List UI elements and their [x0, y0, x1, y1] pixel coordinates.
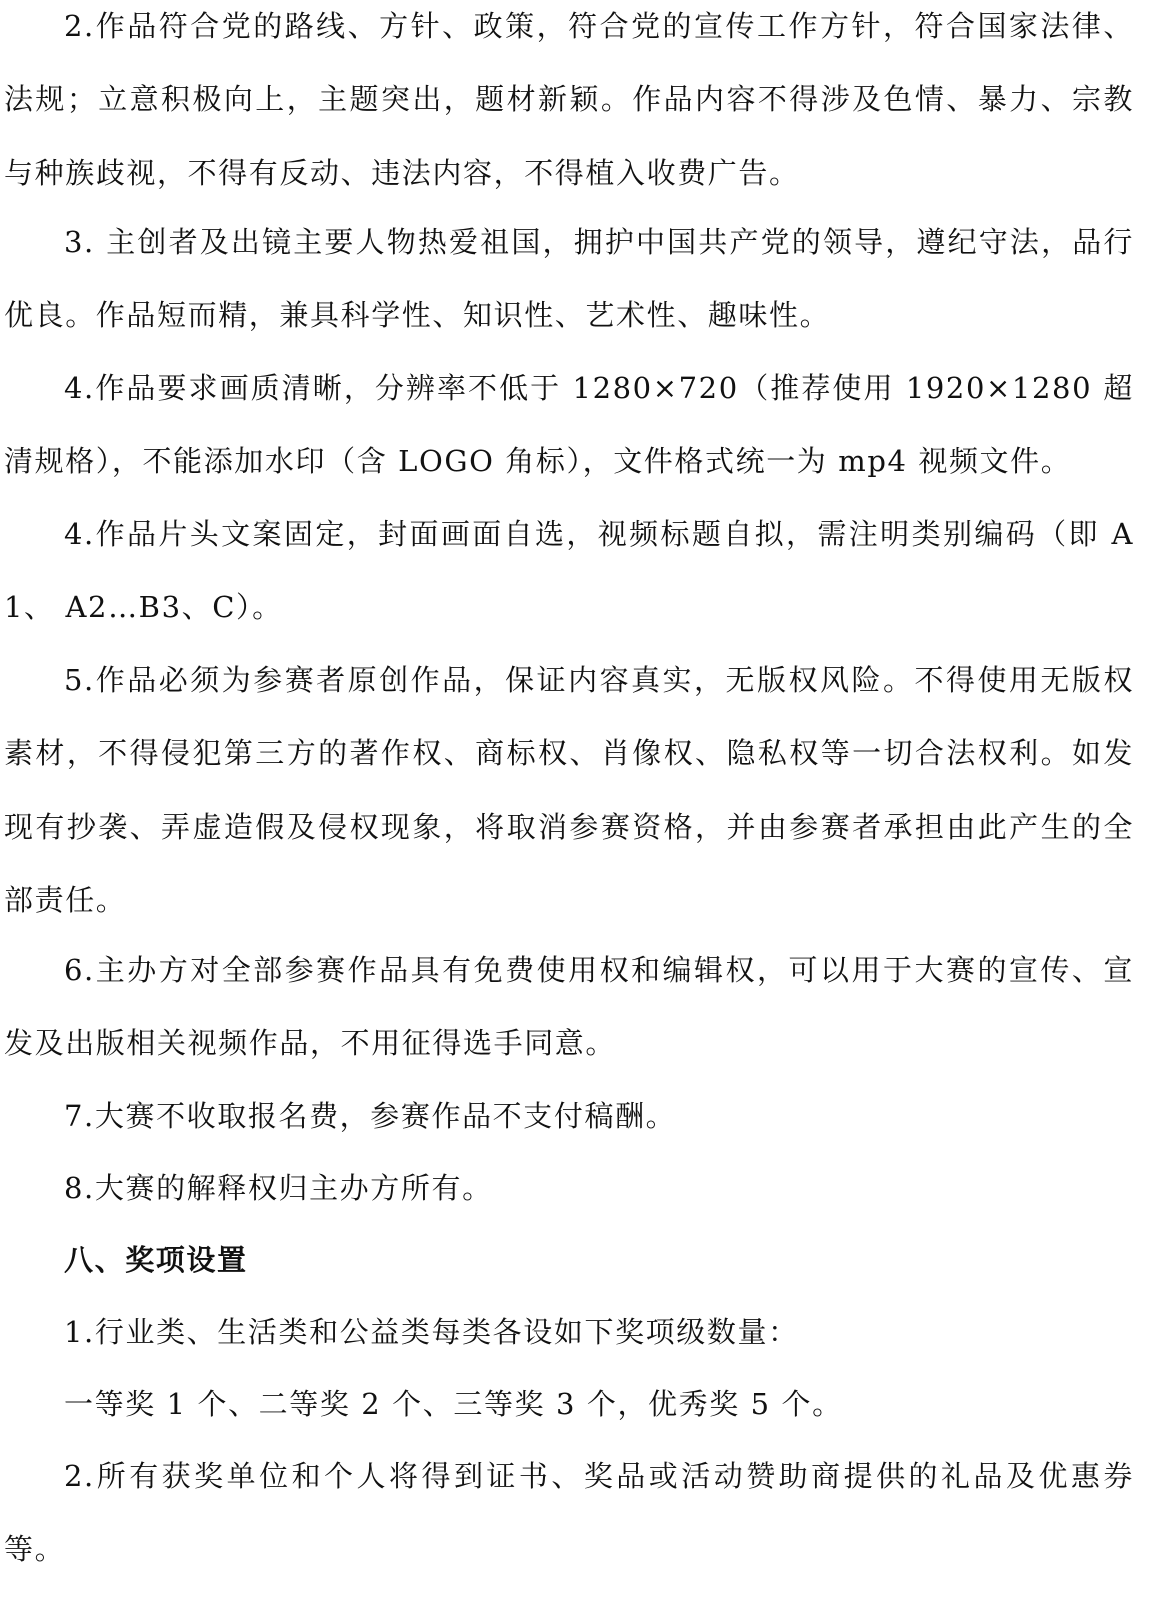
paragraph-4-title-requirements: 4.作品片头文案固定，封面画面自选，视频标题自拟，需注明类别编码（即 A1、 A2…B3、C）。 — [4, 517, 1134, 625]
paragraph-7-fees: 7.大赛不收取报名费，参赛作品不支付稿酬。 — [64, 1099, 677, 1133]
award-paragraph-prizes: 2.所有获奖单位和个人将得到证书、奖品或活动赞助商提供的礼品及优惠券等。 — [4, 1459, 1134, 1567]
award-paragraph-counts: 一等奖 1 个、二等奖 2 个、三等奖 3 个，优秀奖 5 个。 — [64, 1387, 843, 1421]
paragraph-5-originality: 5.作品必须为参赛者原创作品，保证内容真实，无版权风险。不得使用无版权素材，不得侵犯第三方的著作权、商标权、肖像权、隐私权等一切合法权利。如发现有抄袭、弄虚造假及侵权现象，将取消参赛资格，并由参赛者承担由此产生的全部责任。 — [4, 663, 1134, 917]
section-heading-awards: 八、奖项设置 — [64, 1243, 248, 1277]
paragraph-4-quality-requirements: 4.作品要求画质清晰，分辨率不低于 1280×720（推荐使用 1920×1280 超清规格），不能添加水印（含 LOGO 角标），文件格式统一为 mp4 视频文件。 — [4, 371, 1134, 479]
paragraph-6-usage-rights: 6.主办方对全部参赛作品具有免费使用权和编辑权，可以用于大赛的宣传、宣发及出版相关视频作品，不用征得选手同意。 — [4, 953, 1134, 1061]
paragraph-2-content-requirements: 2.作品符合党的路线、方针、政策，符合党的宣传工作方针，符合国家法律、法规；立意积极向上，主题突出，题材新颖。作品内容不得涉及色情、暴力、宗教与种族歧视，不得有反动、违法内容，不得植入收费广告。 — [4, 9, 1134, 190]
award-paragraph-categories: 1.行业类、生活类和公益类每类各设如下奖项级数量： — [64, 1315, 799, 1349]
paragraph-8-interpretation: 8.大赛的解释权归主办方所有。 — [64, 1171, 493, 1205]
paragraph-3-creator-requirements: 3. 主创者及出镜主要人物热爱祖国，拥护中国共产党的领导，遵纪守法，品行优良。作品短而精，兼具科学性、知识性、艺术性、趣味性。 — [4, 225, 1134, 333]
